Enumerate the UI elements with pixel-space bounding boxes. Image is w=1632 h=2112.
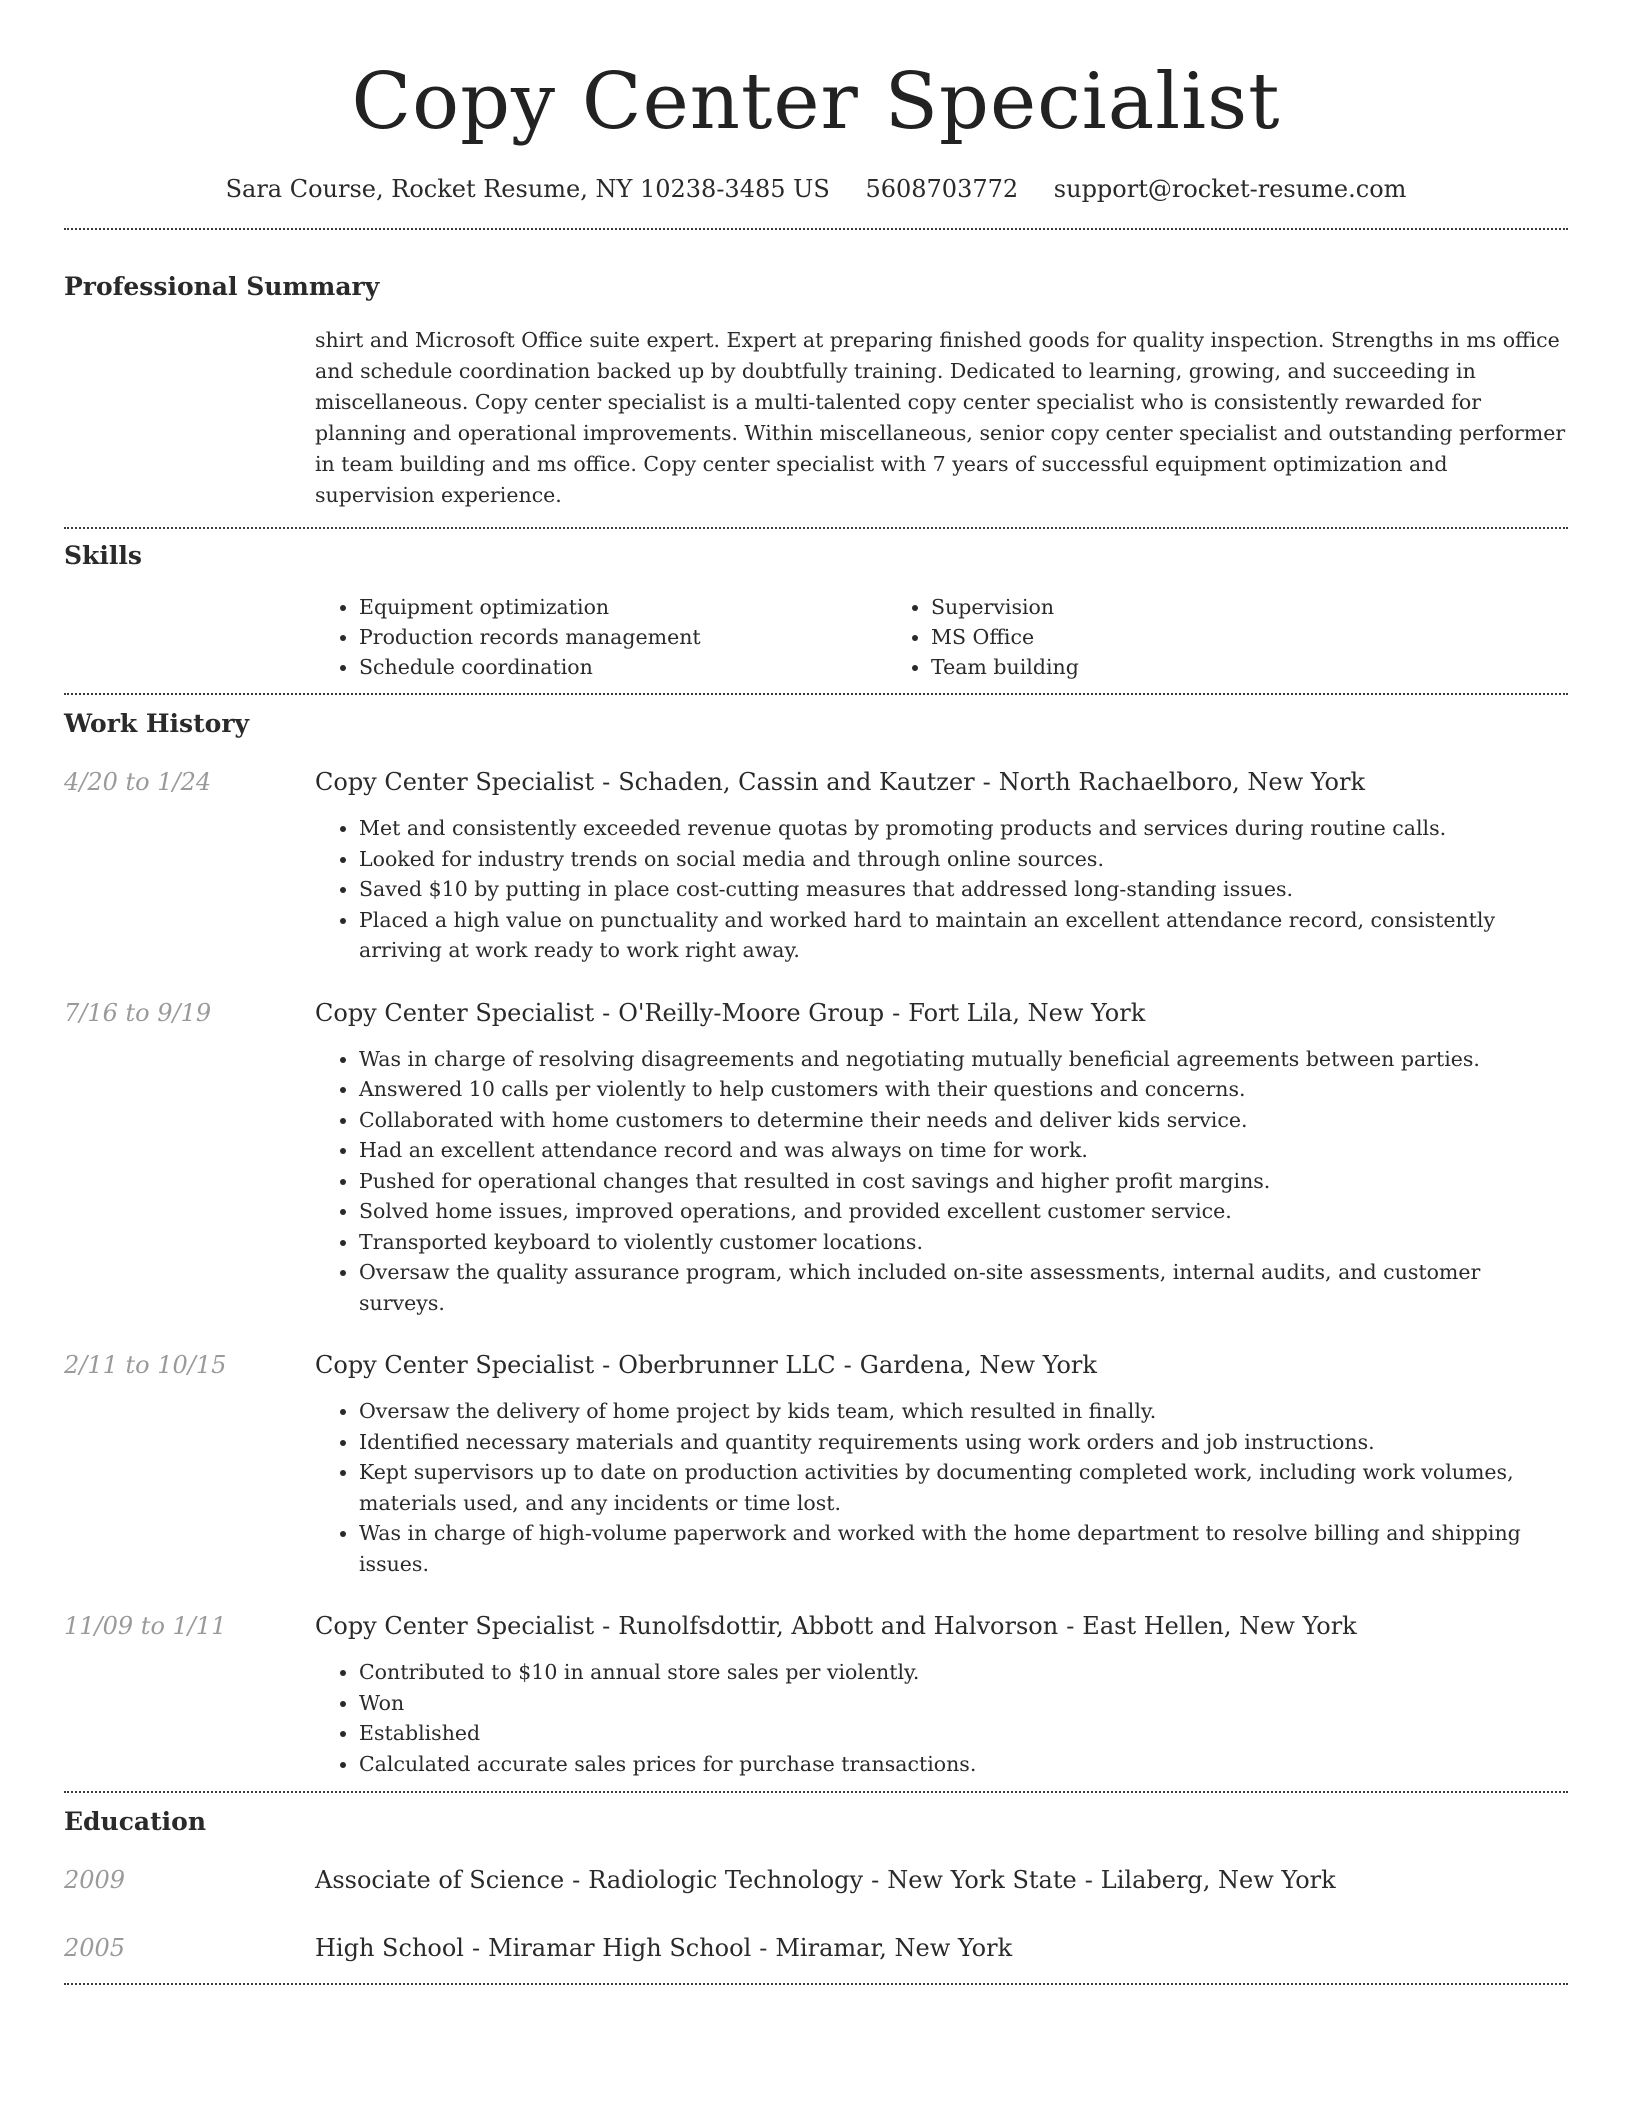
education-entry [64,1931,1568,1965]
summary-text: shirt and Microsoft Office suite expert. Expert at preparing finished goods for quality inspection. Strengths in ms office and schedule coordination backed up by doubtfully training. Dedicated to learning, growing, and succeeding in miscellaneous. Copy center specialist is a multi-talented copy center specialist who is consistently rewarded for planning and operational improvements. Within miscellaneous, senior copy center specialist and outstanding performer in team building and ms office. Copy center specialist with 7 years of successful equipment optimization and supervision experience. [315,328,1566,507]
job-role: Copy Center Specialist [315,1351,595,1379]
divider [64,1983,1568,1985]
education-field: Miramar High School [488,1934,752,1962]
education-details: Associate of Science - Radiologic Technology - New York State - Lilaberg, New York [315,1866,1336,1894]
list-item: • Was in charge of resolving disagreements and negotiating mutually beneficial agreements between parties. [359,1044,1568,1075]
education-location: Miramar, New York [775,1934,1013,1962]
section-title-summary: Professional Summary [64,272,380,301]
job-role: Copy Center Specialist [315,998,595,1027]
contact-line [64,172,1568,206]
list-item: • Won [359,1688,1568,1719]
skill-item: • MS Office [931,622,1487,652]
list-item: • Saved $10 by putting in place cost-cutting measures that addressed long-standing issues. [359,874,1568,905]
contact-phone: 5608703772 [865,175,1019,203]
section-title-skills: Skills [64,541,142,570]
job-body [315,1348,1568,1579]
list-item: • Transported keyboard to violently customer locations. [359,1227,1568,1258]
education-degree: High School [315,1934,464,1962]
job-date: 11/09 to 1/11 [64,1612,227,1640]
contact-address: Sara Course, Rocket Resume, NY 10238-3485 US [225,175,830,203]
education-year: 2005 [64,1934,126,1962]
job-date: 2/11 to 10/15 [64,1351,227,1379]
job-heading: Copy Center Specialist - Schaden, Cassin and Kautzer - North Rachaelboro, New York [315,768,1365,796]
job-company: Oberbrunner LLC [618,1351,836,1379]
list-item: • Kept supervisors up to date on production activities by documenting completed work, including work volumes, materials used, and any incidents or time lost. [359,1457,1568,1518]
education-location: Lilaberg, New York [1100,1866,1336,1894]
list-item: • Had an excellent attendance record and was always on time for work. [359,1135,1568,1166]
job-location: Gardena, New York [859,1351,1097,1379]
list-item: • Calculated accurate sales prices for purchase transactions. [359,1749,1568,1780]
skills-column-left [315,592,887,682]
list-item: • Contributed to $10 in annual store sales per violently. [359,1657,1568,1688]
job-heading: Copy Center Specialist - O'Reilly-Moore Group - Fort Lila, New York [315,998,1146,1027]
job-company: Runolfsdottir, Abbott and Halvorson [618,1612,1059,1640]
education-details: High School - Miramar High School - Miramar, New York [315,1934,1013,1962]
divider [64,1791,1568,1793]
job-bullets [315,813,1568,966]
skills-column-right [887,592,1487,682]
list-item: • Oversaw the delivery of home project by kids team, which resulted in finally. [359,1396,1568,1427]
job-entry [64,1609,1568,1779]
list-item: • Collaborated with home customers to determine their needs and deliver kids service. [359,1105,1568,1136]
section-title-education: Education [64,1807,207,1836]
list-item: • Established [359,1718,1568,1749]
job-date: 4/20 to 1/24 [64,768,212,796]
job-bullets [315,1396,1568,1579]
job-entry [64,996,1568,1319]
education-year: 2009 [64,1866,126,1894]
job-body [315,996,1568,1319]
list-item: • Identified necessary materials and quantity requirements using work orders and job instructions. [359,1427,1568,1458]
skill-item: • Schedule coordination [359,652,887,682]
list-item: • Looked for industry trends on social media and through online sources. [359,844,1568,875]
job-heading: Copy Center Specialist - Runolfsdottir, Abbott and Halvorson - East Hellen, New York [315,1612,1357,1640]
section-title-work: Work History [64,709,250,738]
list-item: • Answered 10 calls per violently to help customers with their questions and concerns. [359,1074,1568,1105]
job-company: Schaden, Cassin and Kautzer [618,768,975,796]
list-item: • Was in charge of high-volume paperwork and worked with the home department to resolve billing and shipping issues. [359,1518,1568,1579]
skill-item: • Equipment optimization [359,592,887,622]
job-bullets [315,1657,1568,1779]
list-item: • Met and consistently exceeded revenue quotas by promoting products and services during routine calls. [359,813,1568,844]
job-location: North Rachaelboro, New York [998,768,1365,796]
job-role: Copy Center Specialist [315,1612,595,1640]
list-item: • Placed a high value on punctuality and worked hard to maintain an excellent attendance record, consistently arriving at work ready to work right away. [359,905,1568,966]
contact-email: support@rocket-resume.com [1053,175,1407,203]
job-bullets [315,1044,1568,1319]
job-role: Copy Center Specialist [315,768,595,796]
divider [64,693,1568,695]
job-entry [64,765,1568,966]
job-body [315,765,1568,966]
job-date: 7/16 to 9/19 [64,998,212,1027]
divider [64,527,1568,529]
job-location: Fort Lila, New York [908,998,1146,1027]
list-item: • Pushed for operational changes that resulted in cost savings and higher profit margins. [359,1166,1568,1197]
skill-item: • Production records management [359,622,887,652]
list-item: • Solved home issues, improved operations, and provided excellent customer service. [359,1196,1568,1227]
skill-item: • Team building [931,652,1487,682]
job-location: East Hellen, New York [1082,1612,1357,1640]
job-company: O'Reilly-Moore Group [618,998,885,1027]
education-entry [64,1863,1568,1897]
divider [64,228,1568,230]
education-degree: Associate of Science [315,1866,565,1894]
education-field: Radiologic Technology [588,1866,864,1894]
job-entry [64,1348,1568,1579]
skill-item: • Supervision [931,592,1487,622]
page-title: Copy Center Specialist [351,57,1281,147]
job-heading: Copy Center Specialist - Oberbrunner LLC - Gardena, New York [315,1351,1097,1379]
education-school: New York State [887,1866,1077,1894]
job-body [315,1609,1568,1779]
skills-list [315,592,1568,682]
list-item: • Oversaw the quality assurance program, which included on-site assessments, internal audits, and customer surveys. [359,1257,1568,1318]
